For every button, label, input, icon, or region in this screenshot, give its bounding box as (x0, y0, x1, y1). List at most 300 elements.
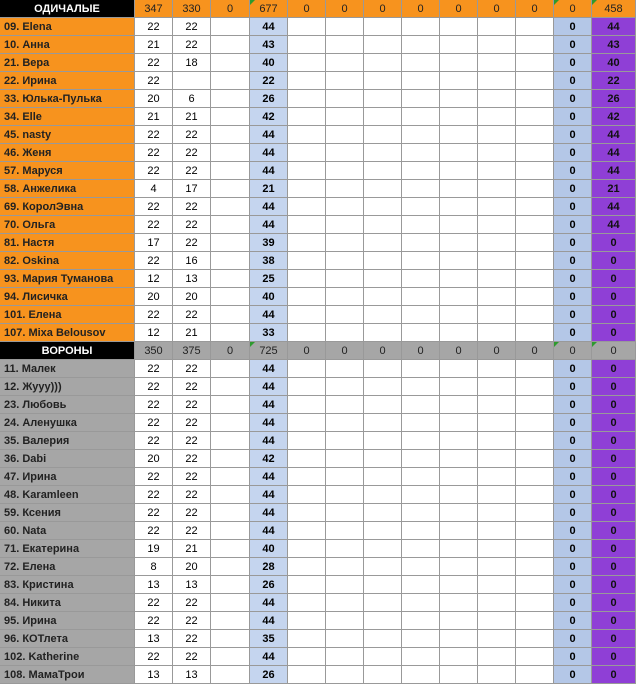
empty-cell[interactable] (516, 414, 554, 432)
final-score[interactable]: 0 (592, 378, 636, 396)
group-score[interactable]: 0 (554, 504, 592, 522)
empty-cell[interactable] (516, 216, 554, 234)
member-name[interactable]: 09. Elena (0, 18, 135, 36)
score-b[interactable]: 22 (173, 630, 211, 648)
group-score[interactable]: 0 (554, 414, 592, 432)
empty-cell[interactable] (516, 378, 554, 396)
final-score[interactable]: 0 (592, 666, 636, 684)
member-name[interactable]: 96. КОТлета (0, 630, 135, 648)
empty-cell[interactable] (326, 72, 364, 90)
group-header-cell[interactable]: 0 (516, 0, 554, 18)
final-score[interactable]: 0 (592, 360, 636, 378)
empty-cell[interactable] (440, 198, 478, 216)
final-score[interactable]: 26 (592, 90, 636, 108)
group-score[interactable]: 0 (554, 432, 592, 450)
empty-cell[interactable] (402, 90, 440, 108)
empty-cell[interactable] (288, 144, 326, 162)
empty-cell[interactable] (516, 468, 554, 486)
empty-cell[interactable] (478, 144, 516, 162)
score-a[interactable]: 22 (135, 54, 173, 72)
empty-cell[interactable] (288, 360, 326, 378)
group-score[interactable]: 0 (554, 450, 592, 468)
member-name[interactable]: 34. Elle (0, 108, 135, 126)
final-score[interactable]: 44 (592, 162, 636, 180)
empty-cell[interactable] (364, 594, 402, 612)
empty-cell[interactable] (326, 414, 364, 432)
empty-cell[interactable] (211, 378, 250, 396)
empty-cell[interactable] (326, 108, 364, 126)
empty-cell[interactable] (211, 180, 250, 198)
empty-cell[interactable] (326, 216, 364, 234)
empty-cell[interactable] (364, 90, 402, 108)
empty-cell[interactable] (288, 378, 326, 396)
empty-cell[interactable] (402, 540, 440, 558)
empty-cell[interactable] (516, 450, 554, 468)
group-header-cell[interactable]: 0 (402, 0, 440, 18)
empty-cell[interactable] (478, 450, 516, 468)
member-name[interactable]: 101. Елена (0, 306, 135, 324)
group-score[interactable]: 0 (554, 306, 592, 324)
final-score[interactable]: 0 (592, 612, 636, 630)
empty-cell[interactable] (478, 486, 516, 504)
final-score[interactable]: 0 (592, 558, 636, 576)
score-a[interactable]: 22 (135, 414, 173, 432)
empty-cell[interactable] (211, 468, 250, 486)
score-a[interactable]: 22 (135, 504, 173, 522)
group-header-cell[interactable]: 0 (326, 342, 364, 360)
final-score[interactable]: 44 (592, 216, 636, 234)
final-score[interactable]: 0 (592, 288, 636, 306)
member-name[interactable]: 45. nasty (0, 126, 135, 144)
row-total[interactable]: 44 (250, 360, 288, 378)
empty-cell[interactable] (326, 576, 364, 594)
member-name[interactable]: 83. Кристина (0, 576, 135, 594)
empty-cell[interactable] (478, 306, 516, 324)
empty-cell[interactable] (211, 612, 250, 630)
empty-cell[interactable] (402, 108, 440, 126)
empty-cell[interactable] (364, 612, 402, 630)
row-total[interactable]: 44 (250, 468, 288, 486)
empty-cell[interactable] (288, 288, 326, 306)
group-header-cell[interactable]: 0 (211, 342, 250, 360)
final-score[interactable]: 22 (592, 72, 636, 90)
group-header-cell[interactable]: 0 (402, 342, 440, 360)
score-a[interactable]: 22 (135, 612, 173, 630)
group-score[interactable]: 0 (554, 540, 592, 558)
empty-cell[interactable] (516, 126, 554, 144)
row-total[interactable]: 44 (250, 306, 288, 324)
empty-cell[interactable] (440, 360, 478, 378)
score-a[interactable]: 21 (135, 108, 173, 126)
score-b[interactable]: 22 (173, 648, 211, 666)
group-score[interactable]: 0 (554, 396, 592, 414)
empty-cell[interactable] (516, 558, 554, 576)
empty-cell[interactable] (402, 594, 440, 612)
empty-cell[interactable] (440, 576, 478, 594)
empty-cell[interactable] (364, 432, 402, 450)
empty-cell[interactable] (478, 126, 516, 144)
empty-cell[interactable] (402, 558, 440, 576)
empty-cell[interactable] (478, 198, 516, 216)
score-a[interactable]: 22 (135, 432, 173, 450)
member-name[interactable]: 107. Mixa Belousov (0, 324, 135, 342)
group-score[interactable]: 0 (554, 378, 592, 396)
group-score[interactable]: 0 (554, 144, 592, 162)
empty-cell[interactable] (402, 234, 440, 252)
group-score[interactable]: 0 (554, 576, 592, 594)
row-total[interactable]: 33 (250, 324, 288, 342)
final-score[interactable]: 44 (592, 126, 636, 144)
score-a[interactable]: 22 (135, 252, 173, 270)
empty-cell[interactable] (402, 648, 440, 666)
empty-cell[interactable] (440, 288, 478, 306)
empty-cell[interactable] (211, 108, 250, 126)
row-total[interactable]: 42 (250, 450, 288, 468)
group-header-cell[interactable]: 350 (135, 342, 173, 360)
empty-cell[interactable] (326, 162, 364, 180)
score-a[interactable]: 22 (135, 594, 173, 612)
row-total[interactable]: 44 (250, 396, 288, 414)
score-a[interactable]: 22 (135, 468, 173, 486)
empty-cell[interactable] (516, 36, 554, 54)
empty-cell[interactable] (288, 612, 326, 630)
empty-cell[interactable] (364, 108, 402, 126)
score-b[interactable]: 22 (173, 468, 211, 486)
member-name[interactable]: 60. Nata (0, 522, 135, 540)
empty-cell[interactable] (478, 288, 516, 306)
group-score[interactable]: 0 (554, 468, 592, 486)
empty-cell[interactable] (364, 324, 402, 342)
group-header-cell[interactable]: 0 (288, 0, 326, 18)
empty-cell[interactable] (211, 432, 250, 450)
empty-cell[interactable] (402, 468, 440, 486)
empty-cell[interactable] (440, 558, 478, 576)
empty-cell[interactable] (211, 306, 250, 324)
empty-cell[interactable] (440, 270, 478, 288)
empty-cell[interactable] (478, 504, 516, 522)
row-total[interactable]: 44 (250, 522, 288, 540)
row-total[interactable]: 42 (250, 108, 288, 126)
empty-cell[interactable] (440, 414, 478, 432)
member-name[interactable]: 11. Малек (0, 360, 135, 378)
empty-cell[interactable] (326, 306, 364, 324)
empty-cell[interactable] (364, 144, 402, 162)
empty-cell[interactable] (440, 54, 478, 72)
final-score[interactable]: 0 (592, 234, 636, 252)
empty-cell[interactable] (364, 396, 402, 414)
row-total[interactable]: 25 (250, 270, 288, 288)
empty-cell[interactable] (211, 234, 250, 252)
group-header-cell[interactable]: 677 (250, 0, 288, 18)
empty-cell[interactable] (326, 648, 364, 666)
final-score[interactable]: 0 (592, 630, 636, 648)
empty-cell[interactable] (440, 666, 478, 684)
member-name[interactable]: 24. Аленушка (0, 414, 135, 432)
empty-cell[interactable] (288, 72, 326, 90)
empty-cell[interactable] (516, 144, 554, 162)
empty-cell[interactable] (364, 180, 402, 198)
empty-cell[interactable] (364, 72, 402, 90)
group-header-cell[interactable]: 0 (440, 342, 478, 360)
empty-cell[interactable] (402, 18, 440, 36)
final-score[interactable]: 0 (592, 324, 636, 342)
member-name[interactable]: 22. Ирина (0, 72, 135, 90)
empty-cell[interactable] (440, 252, 478, 270)
empty-cell[interactable] (288, 18, 326, 36)
group-header-cell[interactable]: 0 (478, 0, 516, 18)
empty-cell[interactable] (326, 432, 364, 450)
score-b[interactable]: 20 (173, 558, 211, 576)
empty-cell[interactable] (288, 180, 326, 198)
empty-cell[interactable] (211, 18, 250, 36)
score-a[interactable]: 22 (135, 306, 173, 324)
empty-cell[interactable] (326, 270, 364, 288)
member-name[interactable]: 12. Жууу))) (0, 378, 135, 396)
empty-cell[interactable] (516, 72, 554, 90)
member-name[interactable]: 95. Ирина (0, 612, 135, 630)
score-b[interactable]: 22 (173, 360, 211, 378)
row-total[interactable]: 44 (250, 486, 288, 504)
score-b[interactable]: 22 (173, 216, 211, 234)
score-a[interactable]: 22 (135, 648, 173, 666)
group-score[interactable]: 0 (554, 558, 592, 576)
empty-cell[interactable] (364, 288, 402, 306)
row-total[interactable]: 38 (250, 252, 288, 270)
member-name[interactable]: 33. Юлька-Пулька (0, 90, 135, 108)
empty-cell[interactable] (478, 468, 516, 486)
group-score[interactable]: 0 (554, 612, 592, 630)
score-b[interactable]: 22 (173, 198, 211, 216)
final-score[interactable]: 0 (592, 648, 636, 666)
empty-cell[interactable] (326, 540, 364, 558)
empty-cell[interactable] (402, 198, 440, 216)
empty-cell[interactable] (478, 558, 516, 576)
empty-cell[interactable] (326, 486, 364, 504)
final-score[interactable]: 0 (592, 396, 636, 414)
group-score[interactable]: 0 (554, 288, 592, 306)
empty-cell[interactable] (402, 126, 440, 144)
empty-cell[interactable] (364, 648, 402, 666)
final-score[interactable]: 0 (592, 504, 636, 522)
group-score[interactable]: 0 (554, 180, 592, 198)
member-name[interactable]: 81. Настя (0, 234, 135, 252)
empty-cell[interactable] (516, 180, 554, 198)
final-score[interactable]: 0 (592, 414, 636, 432)
empty-cell[interactable] (516, 666, 554, 684)
empty-cell[interactable] (478, 630, 516, 648)
empty-cell[interactable] (478, 252, 516, 270)
score-b[interactable]: 22 (173, 414, 211, 432)
score-b[interactable]: 22 (173, 36, 211, 54)
score-a[interactable]: 19 (135, 540, 173, 558)
group-header-cell[interactable]: 0 (364, 342, 402, 360)
empty-cell[interactable] (364, 234, 402, 252)
final-score[interactable]: 0 (592, 486, 636, 504)
group-score[interactable]: 0 (554, 90, 592, 108)
row-total[interactable]: 28 (250, 558, 288, 576)
group-score[interactable]: 0 (554, 594, 592, 612)
score-b[interactable]: 22 (173, 144, 211, 162)
empty-cell[interactable] (402, 162, 440, 180)
score-b[interactable]: 16 (173, 252, 211, 270)
empty-cell[interactable] (326, 252, 364, 270)
empty-cell[interactable] (288, 432, 326, 450)
empty-cell[interactable] (364, 198, 402, 216)
empty-cell[interactable] (478, 666, 516, 684)
empty-cell[interactable] (478, 576, 516, 594)
empty-cell[interactable] (516, 306, 554, 324)
empty-cell[interactable] (211, 450, 250, 468)
empty-cell[interactable] (211, 630, 250, 648)
empty-cell[interactable] (478, 396, 516, 414)
row-total[interactable]: 44 (250, 162, 288, 180)
empty-cell[interactable] (288, 666, 326, 684)
empty-cell[interactable] (288, 630, 326, 648)
empty-cell[interactable] (440, 216, 478, 234)
final-score[interactable]: 44 (592, 18, 636, 36)
empty-cell[interactable] (288, 108, 326, 126)
group-score[interactable]: 0 (554, 252, 592, 270)
empty-cell[interactable] (440, 432, 478, 450)
empty-cell[interactable] (288, 216, 326, 234)
empty-cell[interactable] (326, 396, 364, 414)
member-name[interactable]: 84. Никита (0, 594, 135, 612)
empty-cell[interactable] (364, 126, 402, 144)
group-header-cell[interactable]: 0 (516, 342, 554, 360)
score-a[interactable]: 17 (135, 234, 173, 252)
empty-cell[interactable] (516, 576, 554, 594)
empty-cell[interactable] (288, 234, 326, 252)
empty-cell[interactable] (402, 612, 440, 630)
empty-cell[interactable] (478, 108, 516, 126)
empty-cell[interactable] (402, 324, 440, 342)
empty-cell[interactable] (326, 468, 364, 486)
empty-cell[interactable] (326, 324, 364, 342)
empty-cell[interactable] (211, 288, 250, 306)
empty-cell[interactable] (402, 576, 440, 594)
empty-cell[interactable] (440, 72, 478, 90)
final-score[interactable]: 42 (592, 108, 636, 126)
empty-cell[interactable] (440, 450, 478, 468)
empty-cell[interactable] (326, 234, 364, 252)
empty-cell[interactable] (440, 144, 478, 162)
score-a[interactable]: 21 (135, 36, 173, 54)
final-score[interactable]: 0 (592, 432, 636, 450)
empty-cell[interactable] (288, 252, 326, 270)
empty-cell[interactable] (402, 36, 440, 54)
empty-cell[interactable] (364, 504, 402, 522)
group-title[interactable]: ОДИЧАЛЫЕ (0, 0, 135, 18)
group-score[interactable]: 0 (554, 18, 592, 36)
empty-cell[interactable] (440, 324, 478, 342)
empty-cell[interactable] (440, 108, 478, 126)
score-b[interactable]: 6 (173, 90, 211, 108)
final-score[interactable]: 0 (592, 522, 636, 540)
score-a[interactable]: 22 (135, 126, 173, 144)
empty-cell[interactable] (288, 450, 326, 468)
row-total[interactable]: 44 (250, 648, 288, 666)
row-total[interactable]: 21 (250, 180, 288, 198)
empty-cell[interactable] (478, 594, 516, 612)
empty-cell[interactable] (288, 54, 326, 72)
row-total[interactable]: 39 (250, 234, 288, 252)
row-total[interactable]: 26 (250, 90, 288, 108)
empty-cell[interactable] (516, 288, 554, 306)
score-a[interactable]: 22 (135, 198, 173, 216)
member-name[interactable]: 46. Женя (0, 144, 135, 162)
empty-cell[interactable] (326, 180, 364, 198)
empty-cell[interactable] (211, 72, 250, 90)
empty-cell[interactable] (516, 648, 554, 666)
member-name[interactable]: 70. Ольга (0, 216, 135, 234)
score-a[interactable]: 22 (135, 396, 173, 414)
empty-cell[interactable] (211, 360, 250, 378)
empty-cell[interactable] (440, 36, 478, 54)
empty-cell[interactable] (402, 306, 440, 324)
final-score[interactable]: 0 (592, 576, 636, 594)
empty-cell[interactable] (364, 558, 402, 576)
row-total[interactable]: 44 (250, 144, 288, 162)
empty-cell[interactable] (440, 162, 478, 180)
empty-cell[interactable] (211, 144, 250, 162)
empty-cell[interactable] (478, 360, 516, 378)
empty-cell[interactable] (516, 486, 554, 504)
empty-cell[interactable] (440, 612, 478, 630)
score-b[interactable]: 21 (173, 324, 211, 342)
empty-cell[interactable] (211, 594, 250, 612)
empty-cell[interactable] (478, 18, 516, 36)
empty-cell[interactable] (211, 540, 250, 558)
final-score[interactable]: 0 (592, 468, 636, 486)
member-name[interactable]: 71. Екатерина (0, 540, 135, 558)
score-b[interactable]: 22 (173, 612, 211, 630)
empty-cell[interactable] (516, 18, 554, 36)
empty-cell[interactable] (402, 270, 440, 288)
empty-cell[interactable] (211, 648, 250, 666)
row-total[interactable]: 44 (250, 594, 288, 612)
empty-cell[interactable] (402, 144, 440, 162)
empty-cell[interactable] (364, 270, 402, 288)
empty-cell[interactable] (326, 18, 364, 36)
empty-cell[interactable] (402, 180, 440, 198)
empty-cell[interactable] (440, 504, 478, 522)
group-header-cell[interactable]: 375 (173, 342, 211, 360)
empty-cell[interactable] (478, 414, 516, 432)
final-score[interactable]: 0 (592, 450, 636, 468)
empty-cell[interactable] (326, 36, 364, 54)
score-b[interactable]: 17 (173, 180, 211, 198)
group-header-cell[interactable]: 0 (554, 342, 592, 360)
group-header-cell[interactable]: 330 (173, 0, 211, 18)
empty-cell[interactable] (402, 378, 440, 396)
empty-cell[interactable] (288, 306, 326, 324)
score-b[interactable]: 18 (173, 54, 211, 72)
score-b[interactable]: 20 (173, 288, 211, 306)
empty-cell[interactable] (478, 432, 516, 450)
empty-cell[interactable] (211, 54, 250, 72)
group-header-cell[interactable]: 347 (135, 0, 173, 18)
empty-cell[interactable] (364, 162, 402, 180)
group-header-cell[interactable]: 458 (592, 0, 636, 18)
empty-cell[interactable] (402, 288, 440, 306)
empty-cell[interactable] (478, 162, 516, 180)
empty-cell[interactable] (211, 216, 250, 234)
member-name[interactable]: 36. Dabi (0, 450, 135, 468)
empty-cell[interactable] (478, 648, 516, 666)
empty-cell[interactable] (211, 414, 250, 432)
empty-cell[interactable] (326, 522, 364, 540)
group-score[interactable]: 0 (554, 126, 592, 144)
